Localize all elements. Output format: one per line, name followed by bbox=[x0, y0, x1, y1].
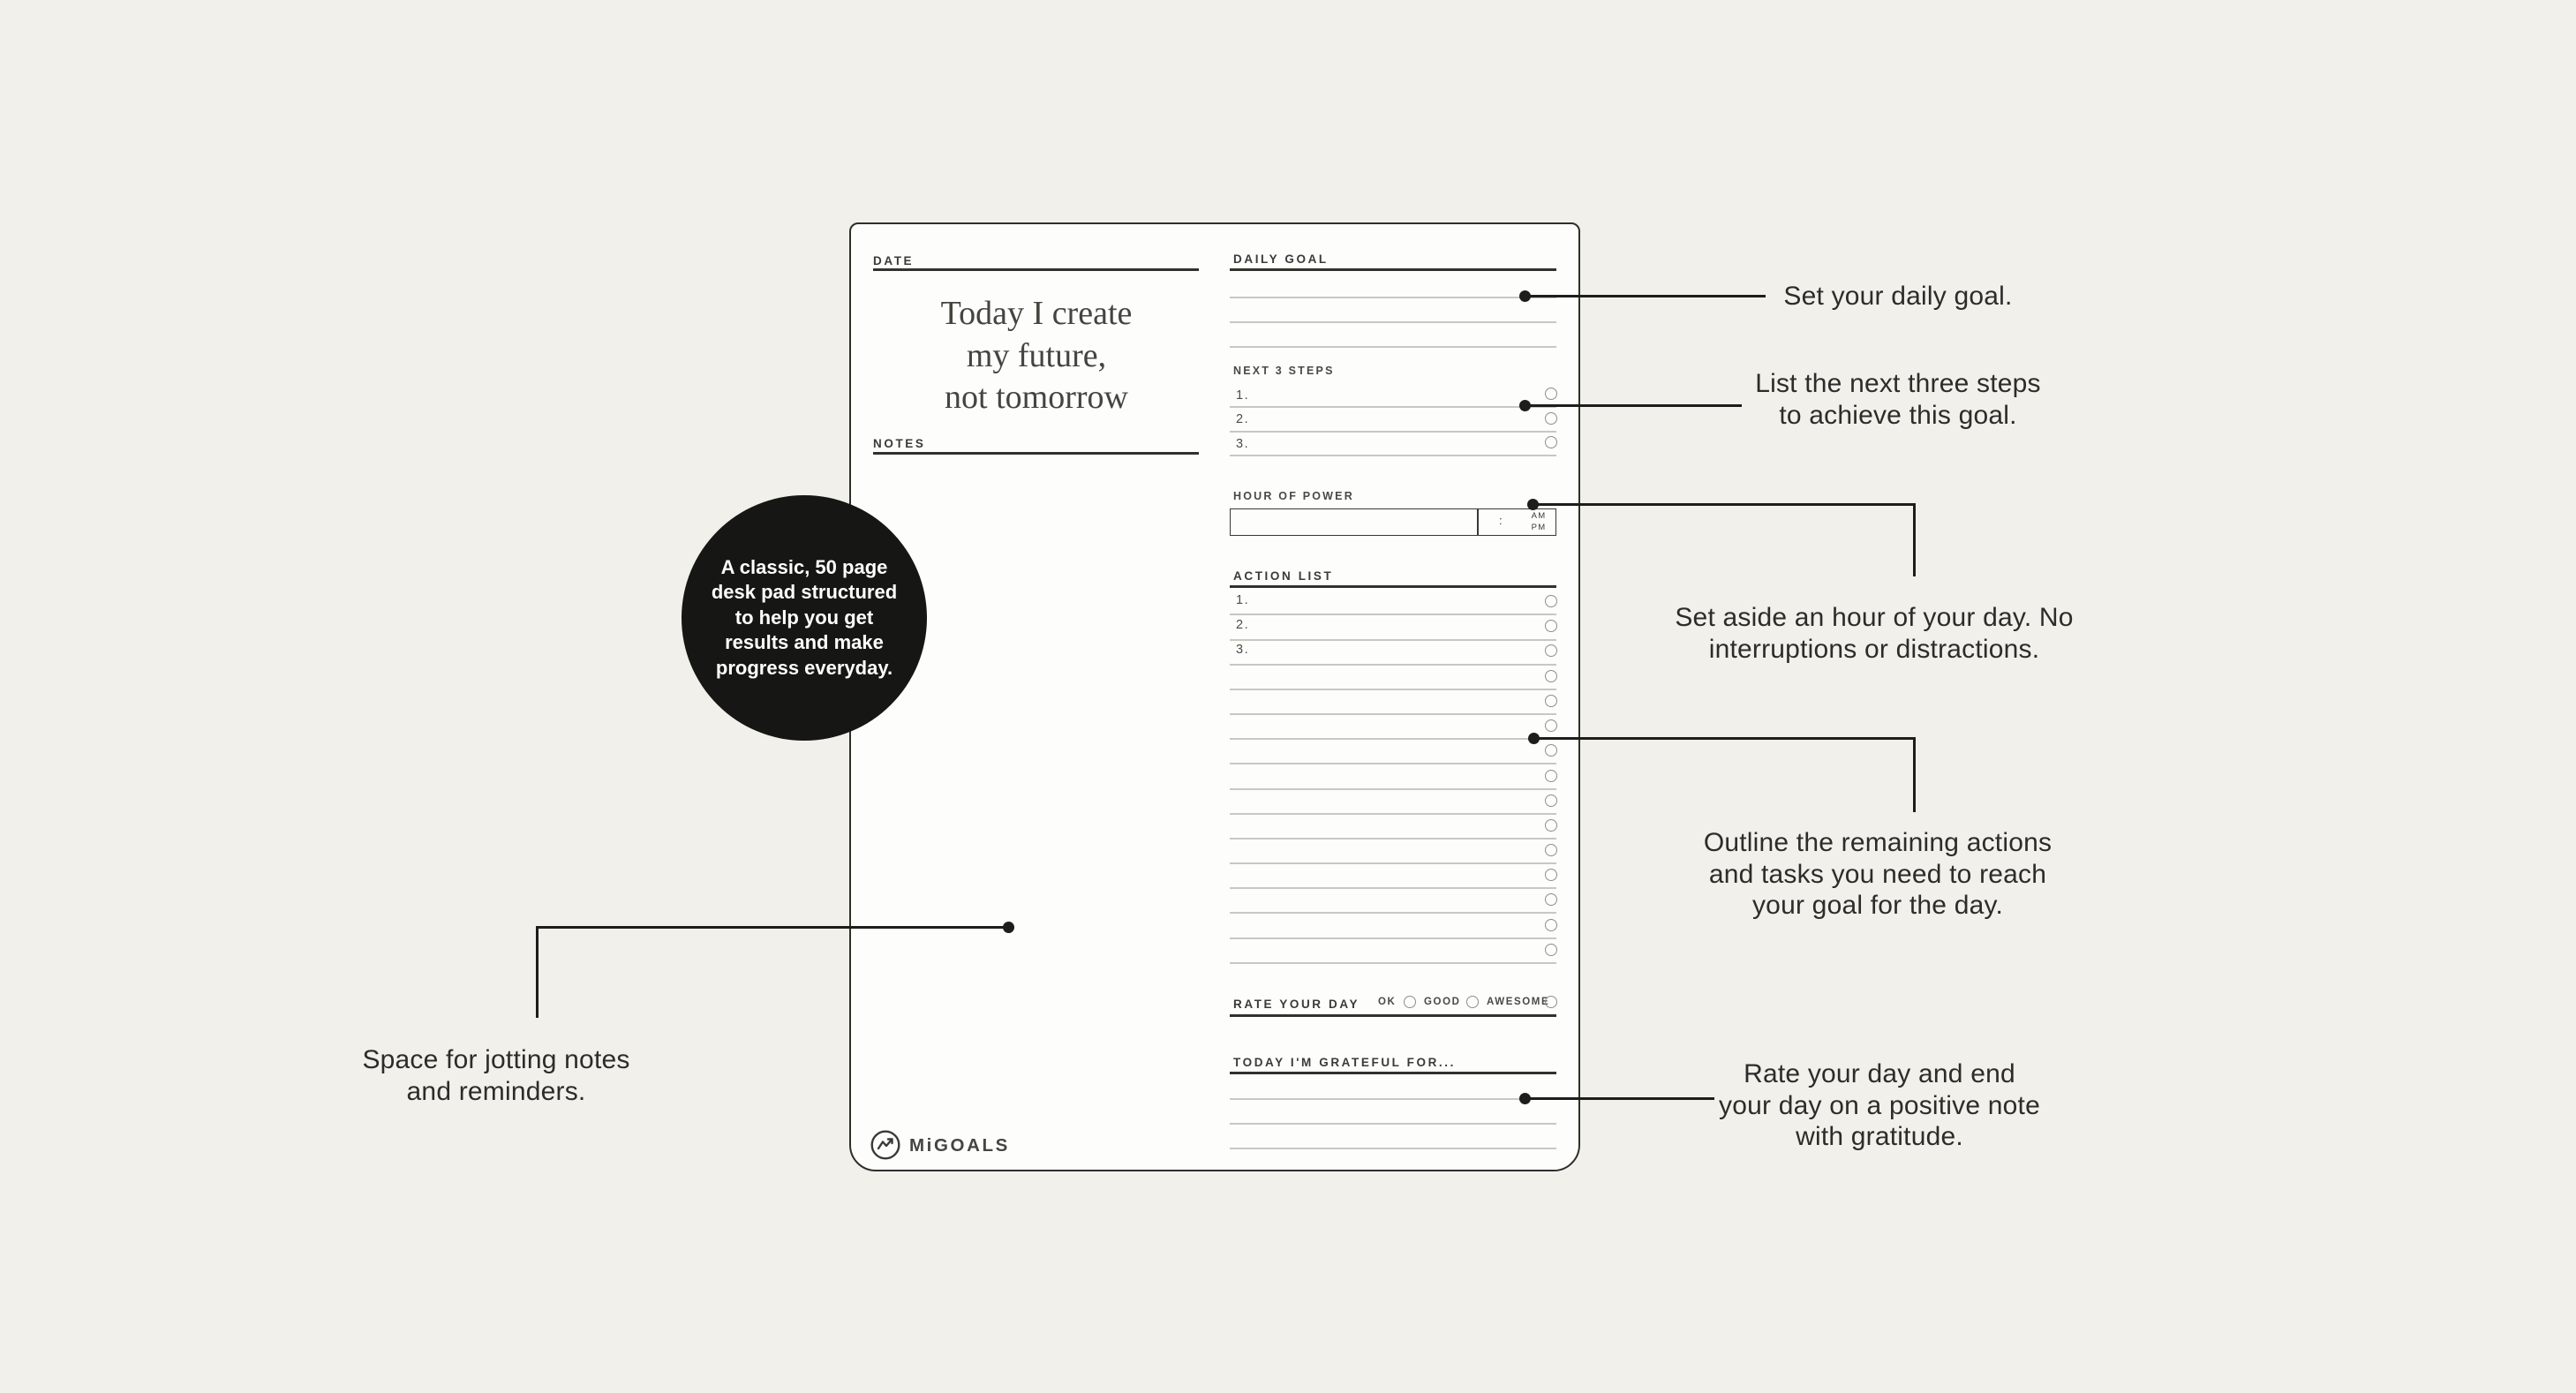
grateful-rule bbox=[1230, 1072, 1556, 1074]
annotation-line: with gratitude. bbox=[1796, 1122, 1963, 1151]
action-line bbox=[1230, 862, 1556, 864]
action-number: 2. bbox=[1236, 618, 1250, 632]
connector-hour-of-power-h bbox=[1533, 503, 1916, 506]
action-checkbox bbox=[1545, 919, 1557, 931]
step-checkbox bbox=[1545, 412, 1557, 425]
action-checkbox bbox=[1545, 695, 1557, 707]
hour-of-power-colon: : bbox=[1499, 514, 1503, 527]
action-checkbox bbox=[1545, 744, 1557, 757]
hour-of-power-box bbox=[1230, 508, 1556, 536]
product-callout-badge bbox=[682, 495, 927, 741]
hour-of-power-divider bbox=[1477, 508, 1479, 536]
connector-gratitude bbox=[1525, 1097, 1714, 1100]
grateful-line bbox=[1230, 1148, 1556, 1149]
step-line bbox=[1230, 431, 1556, 433]
action-line bbox=[1230, 713, 1556, 715]
daily-goal-rule bbox=[1230, 268, 1556, 271]
quote-line: Today I create bbox=[940, 295, 1133, 332]
action-line bbox=[1230, 887, 1556, 889]
grateful-label: TODAY I'M GRATEFUL FOR... bbox=[1233, 1056, 1456, 1069]
step-checkbox bbox=[1545, 436, 1557, 448]
annotation-line: Set your daily goal. bbox=[1783, 282, 2013, 311]
connector-action-list-v bbox=[1913, 737, 1916, 812]
callout-line: desk pad structured bbox=[711, 581, 898, 604]
action-checkbox bbox=[1545, 620, 1557, 632]
action-list-rule bbox=[1230, 585, 1556, 588]
daily-goal-line bbox=[1230, 346, 1556, 348]
action-number: 3. bbox=[1236, 643, 1250, 657]
rate-good-checkbox bbox=[1466, 996, 1479, 1008]
step-number: 1. bbox=[1236, 388, 1250, 403]
annotation-hour-of-power bbox=[1653, 602, 2095, 665]
pm-label: PM bbox=[1531, 522, 1547, 532]
action-number: 1. bbox=[1236, 593, 1250, 607]
callout-line: A classic, 50 page bbox=[720, 555, 888, 578]
annotation-notes bbox=[320, 1044, 673, 1107]
connector-action-list-h bbox=[1534, 737, 1916, 740]
notes-label: NOTES bbox=[873, 437, 926, 450]
grateful-line bbox=[1230, 1123, 1556, 1125]
action-line bbox=[1230, 689, 1556, 690]
connector-hour-of-power-v bbox=[1913, 503, 1916, 576]
annotation-line: Space for jotting notes bbox=[362, 1045, 630, 1074]
annotation-gratitude bbox=[1703, 1058, 2056, 1153]
step-number: 3. bbox=[1236, 437, 1250, 451]
action-line bbox=[1230, 639, 1556, 641]
action-list-label: ACTION LIST bbox=[1233, 569, 1334, 583]
callout-line: results and make bbox=[725, 631, 884, 654]
annotation-line: List the next three steps bbox=[1755, 369, 2041, 398]
action-checkbox bbox=[1545, 844, 1557, 856]
action-line bbox=[1230, 912, 1556, 914]
rate-option-good: GOOD bbox=[1424, 997, 1461, 1007]
migoals-logo-icon bbox=[870, 1129, 901, 1161]
annotation-line: Outline the remaining actions bbox=[1703, 828, 2053, 857]
action-line bbox=[1230, 838, 1556, 840]
connector-daily-goal bbox=[1525, 295, 1766, 297]
action-line bbox=[1230, 813, 1556, 815]
action-checkbox bbox=[1545, 944, 1557, 956]
daily-goal-line bbox=[1230, 297, 1556, 298]
date-label: DATE bbox=[873, 254, 915, 267]
annotation-line: to achieve this goal. bbox=[1779, 400, 2017, 430]
migoals-brand-text: MiGOALS bbox=[909, 1135, 1010, 1156]
am-label: AM bbox=[1531, 511, 1547, 521]
action-checkbox bbox=[1545, 595, 1557, 607]
action-checkbox bbox=[1545, 644, 1557, 657]
connector-notes-v bbox=[536, 926, 539, 1018]
annotation-daily-goal bbox=[1721, 281, 2075, 312]
annotation-line: Set aside an hour of your day. No bbox=[1675, 603, 2074, 632]
callout-line: progress everyday. bbox=[715, 656, 893, 679]
daily-goal-line bbox=[1230, 321, 1556, 323]
action-checkbox bbox=[1545, 893, 1557, 906]
next-steps-label: NEXT 3 STEPS bbox=[1233, 365, 1335, 377]
annotation-line: interruptions or distractions. bbox=[1708, 634, 2040, 664]
annotation-line: and reminders. bbox=[406, 1076, 586, 1106]
action-line bbox=[1230, 738, 1556, 740]
daily-goal-label: DAILY GOAL bbox=[1233, 252, 1329, 266]
action-checkbox bbox=[1545, 719, 1557, 732]
action-checkbox bbox=[1545, 670, 1557, 682]
connector-notes-h bbox=[536, 926, 1008, 929]
quote-line: not tomorrow bbox=[945, 379, 1128, 416]
action-line bbox=[1230, 763, 1556, 764]
rate-ok-checkbox bbox=[1404, 996, 1416, 1008]
notes-rule bbox=[873, 452, 1199, 455]
action-line bbox=[1230, 664, 1556, 666]
rate-option-awesome: AWESOME bbox=[1487, 997, 1550, 1007]
action-line bbox=[1230, 937, 1556, 939]
action-checkbox bbox=[1545, 869, 1557, 881]
step-number: 2. bbox=[1236, 412, 1250, 426]
action-line bbox=[1230, 788, 1556, 790]
rate-your-day-label: RATE YOUR DAY bbox=[1233, 998, 1360, 1011]
annotation-line: Rate your day and end bbox=[1744, 1059, 2015, 1088]
connector-next-steps bbox=[1525, 404, 1742, 407]
rate-rule bbox=[1230, 1014, 1556, 1017]
action-line bbox=[1230, 614, 1556, 615]
rate-awesome-checkbox bbox=[1545, 996, 1557, 1008]
date-rule bbox=[873, 268, 1199, 271]
action-checkbox bbox=[1545, 770, 1557, 782]
hour-of-power-label: HOUR OF POWER bbox=[1233, 490, 1354, 502]
callout-line: to help you get bbox=[734, 606, 874, 629]
annotation-action-list bbox=[1675, 827, 2081, 922]
rate-option-ok: OK bbox=[1378, 997, 1397, 1007]
step-line bbox=[1230, 455, 1556, 456]
annotation-line: your day on a positive note bbox=[1719, 1090, 2040, 1120]
action-checkbox bbox=[1545, 794, 1557, 807]
daily-quote bbox=[873, 293, 1200, 419]
annotation-next-steps bbox=[1721, 368, 2075, 431]
am-pm-label bbox=[1525, 511, 1552, 533]
annotation-line: and tasks you need to reach bbox=[1708, 859, 2047, 889]
step-line bbox=[1230, 406, 1556, 408]
action-line bbox=[1230, 962, 1556, 964]
step-checkbox bbox=[1545, 388, 1557, 400]
grateful-line bbox=[1230, 1098, 1556, 1100]
quote-line: my future, bbox=[966, 336, 1107, 374]
action-checkbox bbox=[1545, 819, 1557, 832]
annotation-line: your goal for the day. bbox=[1751, 891, 2003, 920]
